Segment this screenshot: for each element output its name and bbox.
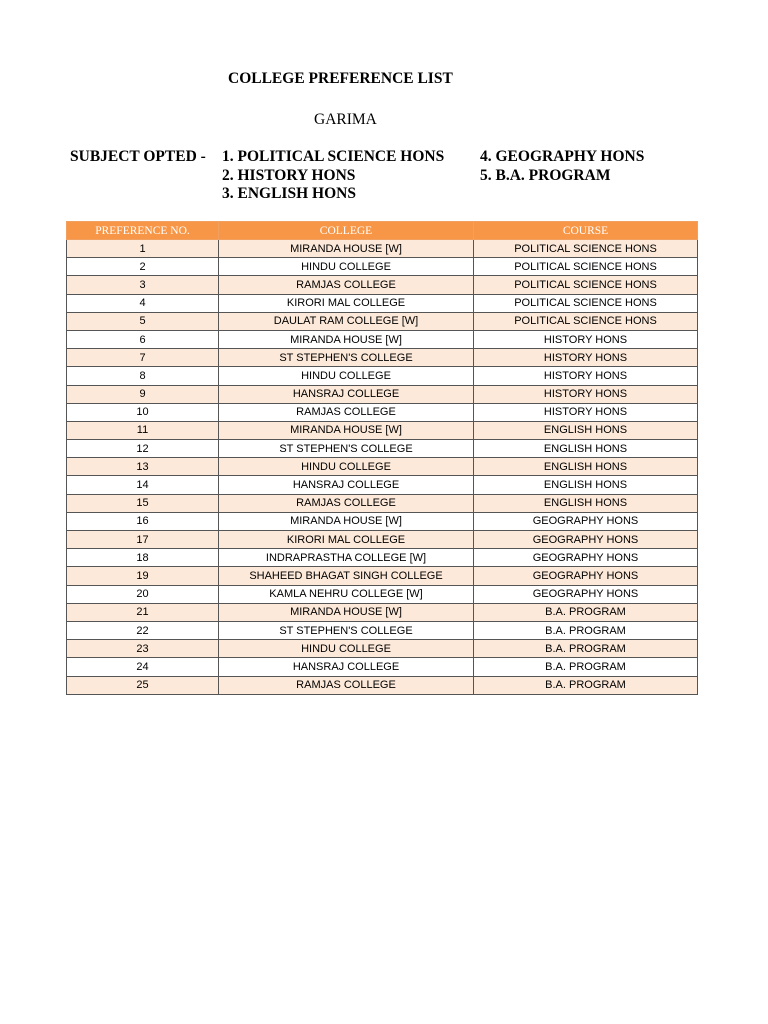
subject-item: 5. B.A. PROGRAM bbox=[480, 166, 611, 184]
table-row bbox=[67, 567, 698, 585]
cell-preference-no: 7 bbox=[67, 349, 219, 367]
cell-college: ST STEPHEN'S COLLEGE bbox=[219, 621, 474, 639]
cell-preference-no: 8 bbox=[67, 367, 219, 385]
page-title: COLLEGE PREFERENCE LIST bbox=[228, 70, 453, 87]
cell-preference-no: 25 bbox=[67, 676, 219, 694]
subject-item: 1. POLITICAL SCIENCE HONS bbox=[222, 148, 445, 165]
cell-college: HANSRAJ COLLEGE bbox=[219, 385, 474, 403]
table-row bbox=[67, 421, 698, 439]
table-row bbox=[67, 294, 698, 312]
cell-preference-no: 12 bbox=[67, 440, 219, 458]
subject-item: 3. ENGLISH HONS bbox=[222, 185, 356, 202]
cell-college: RAMJAS COLLEGE bbox=[219, 676, 474, 694]
cell-college: RAMJAS COLLEGE bbox=[219, 403, 474, 421]
cell-preference-no: 17 bbox=[67, 531, 219, 549]
preference-table bbox=[66, 221, 698, 695]
student-name: GARIMA bbox=[314, 111, 377, 128]
cell-course: POLITICAL SCIENCE HONS bbox=[474, 312, 698, 330]
cell-course: GEOGRAPHY HONS bbox=[474, 585, 698, 603]
cell-course: HISTORY HONS bbox=[474, 330, 698, 348]
cell-preference-no: 14 bbox=[67, 476, 219, 494]
table-row bbox=[67, 676, 698, 694]
subject-label bbox=[70, 148, 206, 167]
cell-preference-no: 16 bbox=[67, 512, 219, 530]
cell-course: ENGLISH HONS bbox=[474, 440, 698, 458]
table-row bbox=[67, 349, 698, 367]
cell-college: ST STEPHEN'S COLLEGE bbox=[219, 349, 474, 367]
cell-college: MIRANDA HOUSE [W] bbox=[219, 330, 474, 348]
cell-course: HISTORY HONS bbox=[474, 349, 698, 367]
subjects-column-2 bbox=[480, 148, 644, 185]
table-row bbox=[67, 458, 698, 476]
table-row bbox=[67, 512, 698, 530]
cell-course: GEOGRAPHY HONS bbox=[474, 549, 698, 567]
cell-preference-no: 3 bbox=[67, 276, 219, 294]
cell-preference-no: 10 bbox=[67, 403, 219, 421]
cell-course: POLITICAL SCIENCE HONS bbox=[474, 258, 698, 276]
cell-college: RAMJAS COLLEGE bbox=[219, 494, 474, 512]
cell-preference-no: 4 bbox=[67, 294, 219, 312]
cell-preference-no: 20 bbox=[67, 585, 219, 603]
cell-course: B.A. PROGRAM bbox=[474, 658, 698, 676]
table-row bbox=[67, 585, 698, 603]
cell-course: POLITICAL SCIENCE HONS bbox=[474, 294, 698, 312]
cell-college: SHAHEED BHAGAT SINGH COLLEGE bbox=[219, 567, 474, 585]
column-header-preference-no: PREFERENCE NO. bbox=[67, 222, 219, 240]
table-row bbox=[67, 403, 698, 421]
cell-course: B.A. PROGRAM bbox=[474, 640, 698, 658]
table-body bbox=[67, 240, 698, 695]
cell-college: MIRANDA HOUSE [W] bbox=[219, 603, 474, 621]
cell-college: HINDU COLLEGE bbox=[219, 458, 474, 476]
table-header-row bbox=[67, 222, 698, 240]
cell-course: B.A. PROGRAM bbox=[474, 603, 698, 621]
cell-course: GEOGRAPHY HONS bbox=[474, 567, 698, 585]
table-row bbox=[67, 476, 698, 494]
cell-course: GEOGRAPHY HONS bbox=[474, 512, 698, 530]
cell-preference-no: 9 bbox=[67, 385, 219, 403]
table-row bbox=[67, 621, 698, 639]
table-row bbox=[67, 640, 698, 658]
cell-course: ENGLISH HONS bbox=[474, 494, 698, 512]
cell-preference-no: 18 bbox=[67, 549, 219, 567]
cell-course: ENGLISH HONS bbox=[474, 458, 698, 476]
table-row bbox=[67, 276, 698, 294]
subject-label-text: SUBJECT OPTED - bbox=[70, 148, 206, 165]
table-row bbox=[67, 385, 698, 403]
table-row bbox=[67, 494, 698, 512]
cell-preference-no: 11 bbox=[67, 421, 219, 439]
table-row bbox=[67, 312, 698, 330]
cell-college: MIRANDA HOUSE [W] bbox=[219, 240, 474, 258]
cell-college: HINDU COLLEGE bbox=[219, 367, 474, 385]
subject-item: 2. HISTORY HONS bbox=[222, 166, 356, 184]
cell-preference-no: 22 bbox=[67, 621, 219, 639]
cell-college: KIRORI MAL COLLEGE bbox=[219, 294, 474, 312]
subjects-column-1 bbox=[222, 148, 444, 204]
cell-preference-no: 21 bbox=[67, 603, 219, 621]
cell-course: ENGLISH HONS bbox=[474, 476, 698, 494]
cell-college: DAULAT RAM COLLEGE [W] bbox=[219, 312, 474, 330]
cell-college: INDRAPRASTHA COLLEGE [W] bbox=[219, 549, 474, 567]
table-row bbox=[67, 330, 698, 348]
cell-preference-no: 23 bbox=[67, 640, 219, 658]
cell-course: POLITICAL SCIENCE HONS bbox=[474, 276, 698, 294]
cell-course: ENGLISH HONS bbox=[474, 421, 698, 439]
cell-preference-no: 1 bbox=[67, 240, 219, 258]
table-row bbox=[67, 531, 698, 549]
cell-course: POLITICAL SCIENCE HONS bbox=[474, 240, 698, 258]
table-row bbox=[67, 658, 698, 676]
cell-preference-no: 13 bbox=[67, 458, 219, 476]
cell-college: HINDU COLLEGE bbox=[219, 258, 474, 276]
cell-preference-no: 15 bbox=[67, 494, 219, 512]
cell-college: ST STEPHEN'S COLLEGE bbox=[219, 440, 474, 458]
table-row bbox=[67, 603, 698, 621]
cell-preference-no: 5 bbox=[67, 312, 219, 330]
subject-item: 4. GEOGRAPHY HONS bbox=[480, 148, 645, 165]
column-header-course: COURSE bbox=[474, 222, 698, 240]
table-row bbox=[67, 440, 698, 458]
column-header-college: COLLEGE bbox=[219, 222, 474, 240]
cell-course: B.A. PROGRAM bbox=[474, 676, 698, 694]
cell-course: GEOGRAPHY HONS bbox=[474, 531, 698, 549]
cell-college: KIRORI MAL COLLEGE bbox=[219, 531, 474, 549]
cell-course: B.A. PROGRAM bbox=[474, 621, 698, 639]
cell-course: HISTORY HONS bbox=[474, 367, 698, 385]
cell-course: HISTORY HONS bbox=[474, 385, 698, 403]
table-row bbox=[67, 549, 698, 567]
table-row bbox=[67, 367, 698, 385]
cell-college: KAMLA NEHRU COLLEGE [W] bbox=[219, 585, 474, 603]
table-row bbox=[67, 240, 698, 258]
table-row bbox=[67, 258, 698, 276]
cell-college: RAMJAS COLLEGE bbox=[219, 276, 474, 294]
cell-preference-no: 6 bbox=[67, 330, 219, 348]
cell-course: HISTORY HONS bbox=[474, 403, 698, 421]
cell-college: HANSRAJ COLLEGE bbox=[219, 658, 474, 676]
cell-college: HINDU COLLEGE bbox=[219, 640, 474, 658]
cell-college: MIRANDA HOUSE [W] bbox=[219, 421, 474, 439]
cell-college: MIRANDA HOUSE [W] bbox=[219, 512, 474, 530]
cell-preference-no: 24 bbox=[67, 658, 219, 676]
cell-preference-no: 2 bbox=[67, 258, 219, 276]
cell-college: HANSRAJ COLLEGE bbox=[219, 476, 474, 494]
cell-preference-no: 19 bbox=[67, 567, 219, 585]
